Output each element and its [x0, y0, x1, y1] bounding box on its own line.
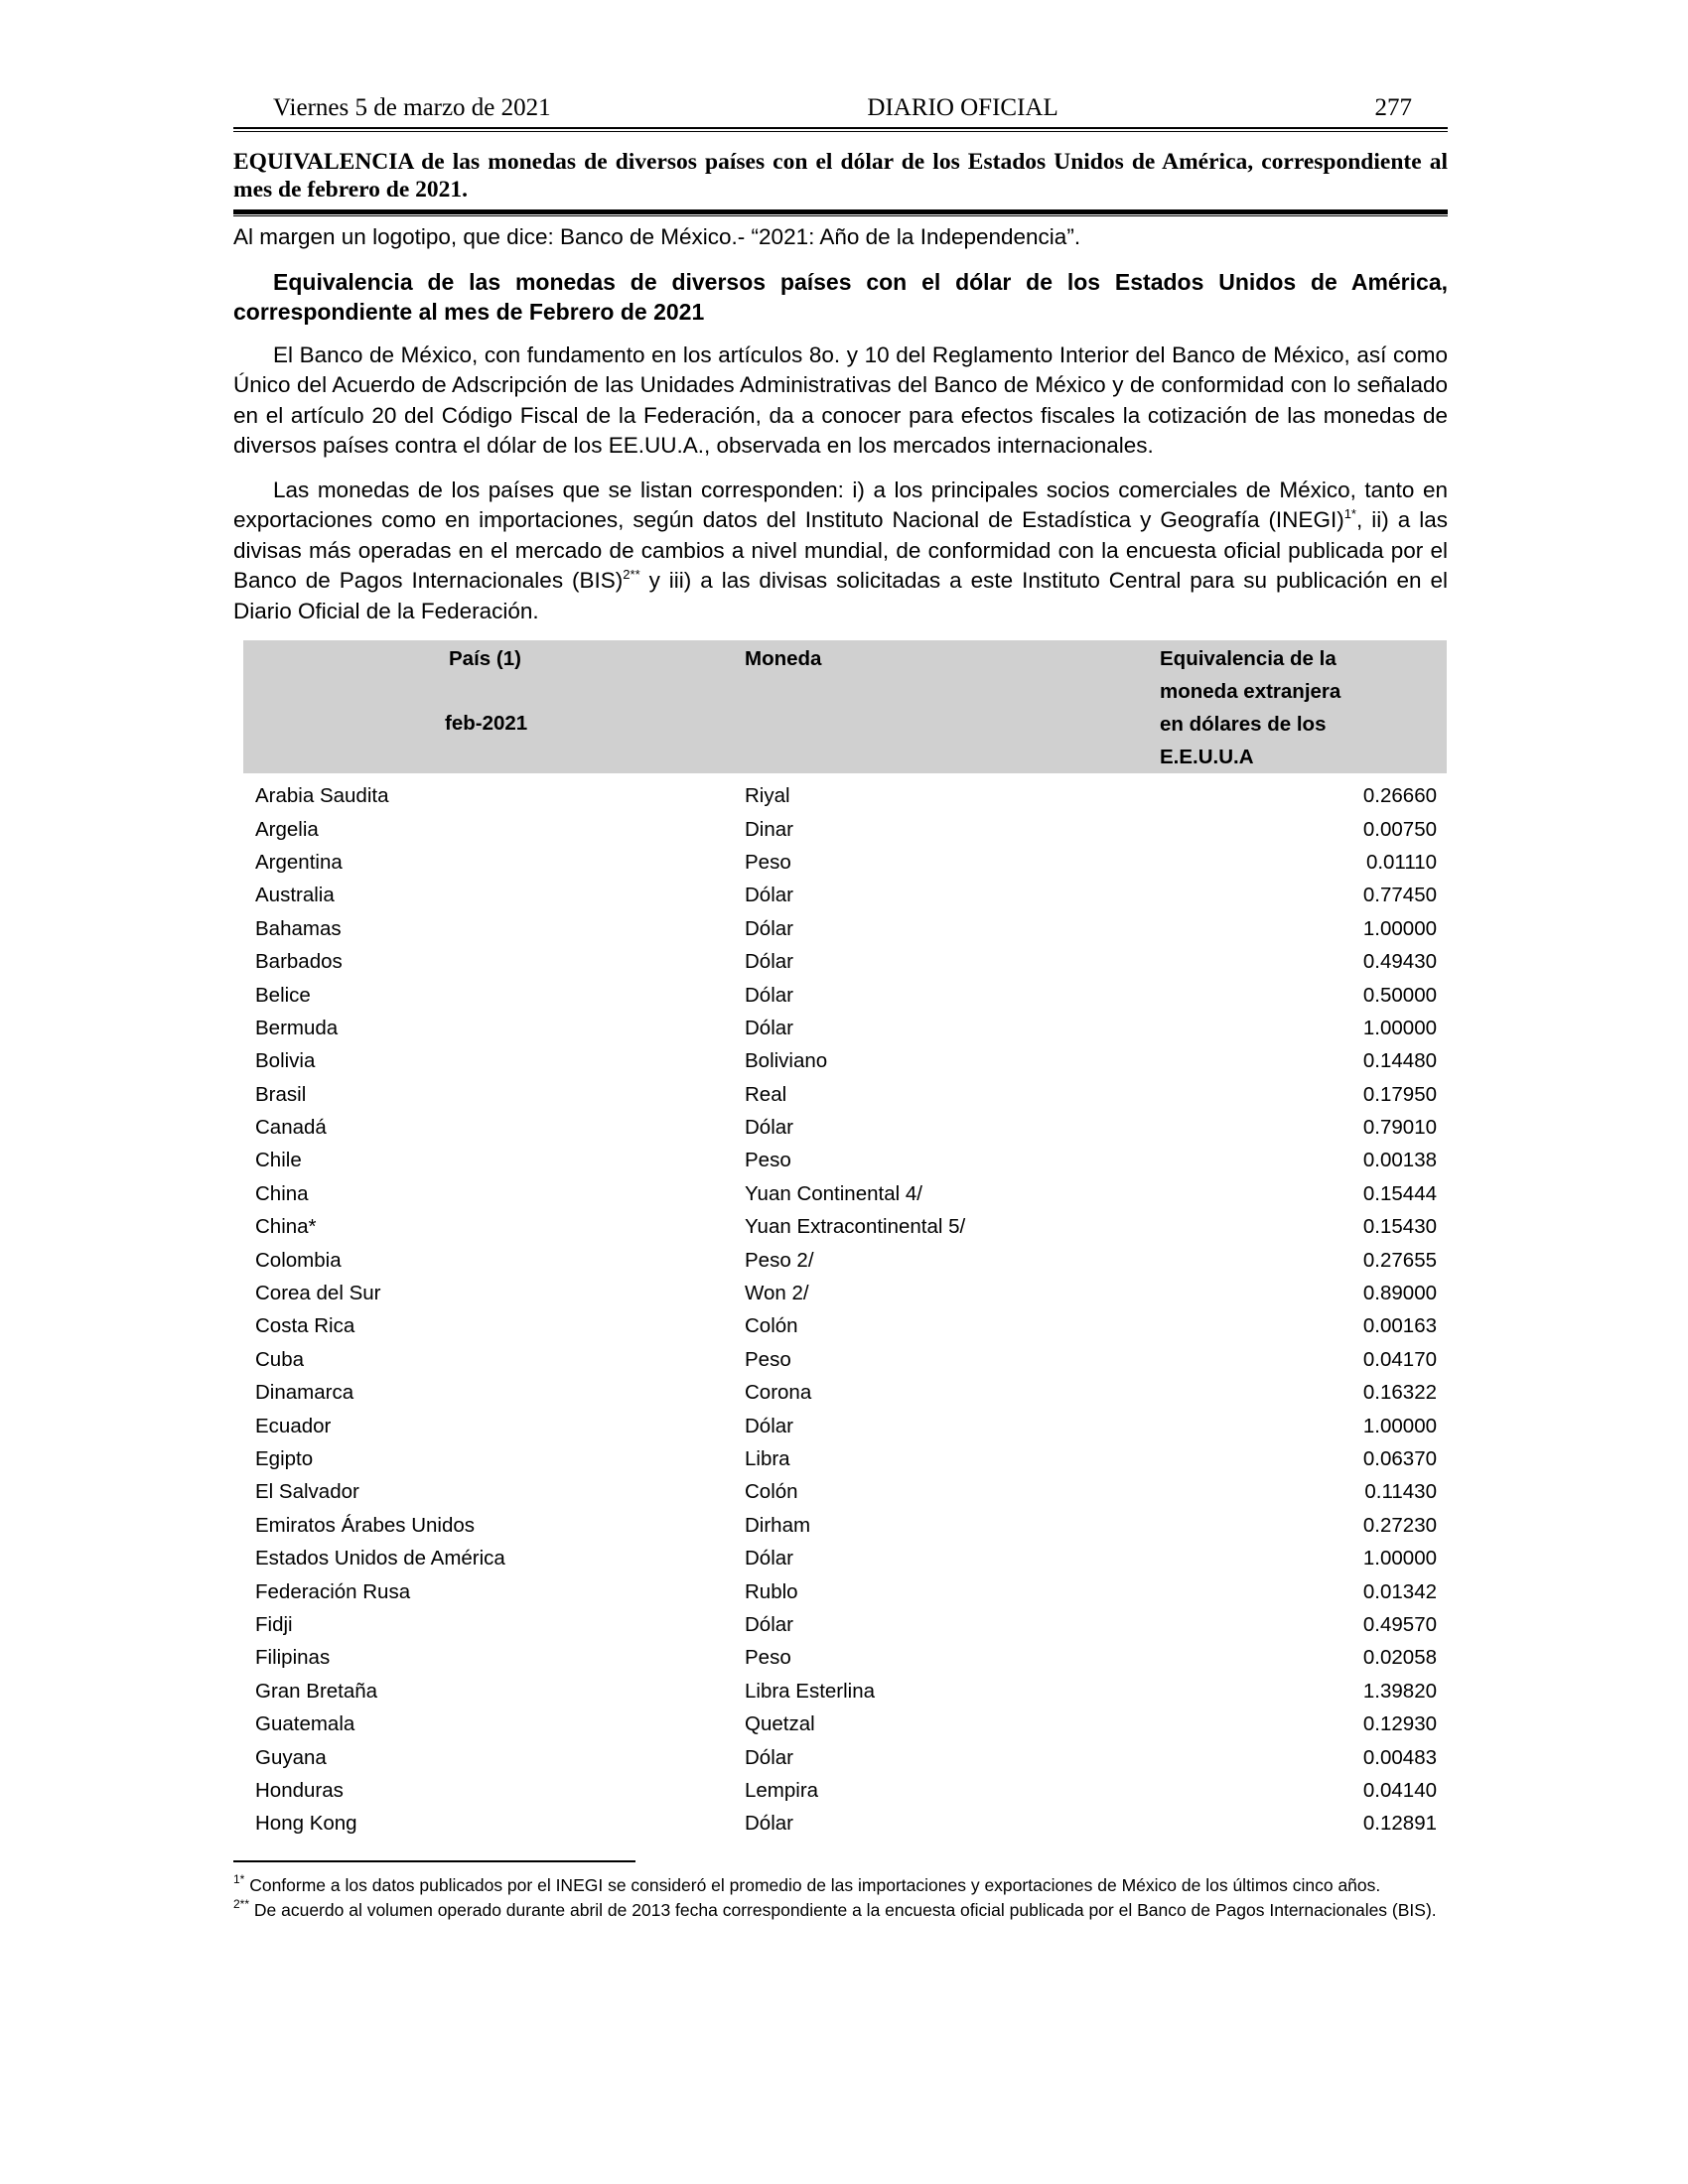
currency-cell: Dirham [745, 1513, 811, 1537]
country-cell: Cuba [255, 1347, 305, 1371]
currency-cell: Real [745, 1082, 787, 1106]
table-row [243, 1277, 1447, 1309]
country-cell: China* [255, 1215, 317, 1239]
header-equiv-line: Equivalencia de la [1160, 647, 1336, 670]
table-row [243, 1078, 1447, 1111]
country-cell: Gran Bretaña [255, 1679, 378, 1703]
equivalence-cell: 0.16322 [1362, 1381, 1437, 1405]
paragraph-part-1: Las monedas de los países que se listan corresponden: i) a los principales socios comerciales de México, tanto en exportaciones como en importaciones, según datos del Instituto Nacional de Estadística y Geografía (INEGI) [233, 477, 1448, 532]
equivalence-cell: 0.01110 [1365, 850, 1437, 874]
currency-cell: Dólar [745, 1812, 793, 1836]
equivalence-cell: 0.27230 [1362, 1513, 1437, 1537]
table-row [243, 1475, 1447, 1508]
equivalence-cell: 0.00750 [1362, 817, 1437, 841]
country-cell: Fidji [255, 1612, 293, 1636]
country-cell: Barbados [255, 950, 343, 974]
footnote-text-2: De acuerdo al volumen operado durante abril de 2013 fecha correspondiente a la encuesta oficial publicada por el Banco de Pagos Internacionales (BIS). [249, 1899, 1437, 1920]
equivalence-cell: 0.27655 [1362, 1248, 1437, 1272]
equivalence-cell: 0.17950 [1362, 1082, 1437, 1106]
country-cell: Egipto [255, 1447, 314, 1470]
country-cell: Federación Rusa [255, 1579, 411, 1603]
equivalence-cell: 0.15444 [1362, 1181, 1437, 1205]
currency-cell: Libra [745, 1447, 790, 1470]
table-row [243, 1807, 1447, 1840]
footnotes [233, 1871, 1448, 1922]
table-row [243, 1012, 1447, 1044]
country-cell: Dinamarca [255, 1381, 354, 1405]
country-cell: Belice [255, 983, 311, 1007]
currency-cell: Yuan Extracontinental 5/ [745, 1215, 966, 1239]
document-page [233, 91, 1448, 1924]
footnote-ref-1: 1* [1343, 506, 1356, 521]
country-cell: Chile [255, 1149, 302, 1172]
equivalence-cell: 0.15430 [1362, 1215, 1437, 1239]
table-row [243, 1641, 1447, 1674]
equivalence-cell: 0.01342 [1362, 1579, 1437, 1603]
country-cell: Guyana [255, 1745, 327, 1769]
country-cell: Brasil [255, 1082, 307, 1106]
equivalence-cell: 1.00000 [1362, 1547, 1437, 1570]
currency-cell: Yuan Continental 4/ [745, 1181, 922, 1205]
country-cell: Ecuador [255, 1414, 332, 1437]
table-row [243, 1111, 1447, 1144]
footnote-ref-2: 2** [623, 567, 640, 582]
footnote-marker-1: 1* [233, 1871, 245, 1886]
country-cell: Bermuda [255, 1016, 339, 1039]
currency-cell: Dinar [745, 817, 793, 841]
table-row [243, 773, 1447, 812]
table-row [243, 1509, 1447, 1542]
header-pais [243, 640, 730, 773]
footnote-1 [233, 1871, 1448, 1897]
currency-cell: Dólar [745, 1016, 793, 1039]
table-row [243, 846, 1447, 879]
equivalence-cell: 0.04140 [1362, 1778, 1437, 1802]
table-row [243, 978, 1447, 1011]
currency-table [243, 640, 1447, 1841]
table-row [243, 1376, 1447, 1409]
header-pais-label: País (1) [449, 647, 521, 670]
equivalence-cell: 1.39820 [1362, 1679, 1437, 1703]
currency-cell: Won 2/ [745, 1282, 809, 1305]
header-moneda-label: Moneda [745, 647, 822, 670]
country-cell: Colombia [255, 1248, 342, 1272]
country-cell: Filipinas [255, 1646, 331, 1670]
equivalence-cell: 0.12891 [1362, 1812, 1437, 1836]
country-cell: Hong Kong [255, 1812, 357, 1836]
country-cell: El Salvador [255, 1480, 359, 1504]
paragraph-legal-basis: El Banco de México, con fundamento en los artículos 8o. y 10 del Reglamento Interior del Banco de México, así como Único del Acuerdo de Adscripción de las Unidades Administrativas del Banco de México y de conformidad con lo señalado en el artículo 20 del Código Fiscal de la Federación, da a conocer para efectos fiscales la cotización de las monedas de diversos países contra el dólar de los EE.UU.A., observada en los mercados internacionales. [233, 341, 1448, 458]
table-row [243, 812, 1447, 845]
table-row [243, 1044, 1447, 1077]
country-cell: Canadá [255, 1116, 327, 1140]
currency-cell: Riyal [745, 784, 790, 808]
country-cell: Bahamas [255, 916, 342, 940]
table-body [243, 773, 1447, 1841]
paragraph-part-3: y iii) a las divisas solicitadas a este Instituto Central para su publicación en el Diario Oficial de la Federación. [233, 568, 1449, 623]
equivalence-cell: 0.14480 [1362, 1049, 1437, 1073]
equivalence-cell: 0.00483 [1362, 1745, 1437, 1769]
currency-cell: Quetzal [745, 1712, 815, 1736]
table-row [243, 1542, 1447, 1574]
table-row [243, 1409, 1447, 1441]
currency-cell: Peso [745, 850, 791, 874]
equivalence-cell: 1.00000 [1362, 916, 1437, 940]
equivalence-cell: 0.49570 [1362, 1612, 1437, 1636]
currency-cell: Libra Esterlina [745, 1679, 876, 1703]
header-equiv-line: E.E.U.U.A [1160, 746, 1254, 768]
header-rule [233, 127, 1448, 132]
equivalence-cell: 0.06370 [1362, 1447, 1437, 1470]
currency-cell: Dólar [745, 884, 793, 907]
currency-cell: Dólar [745, 950, 793, 974]
country-cell: Estados Unidos de América [255, 1547, 505, 1570]
currency-cell: Boliviano [745, 1049, 828, 1073]
equivalence-cell: 1.00000 [1362, 1016, 1437, 1039]
currency-cell: Dólar [745, 1547, 793, 1570]
country-cell: Honduras [255, 1778, 344, 1802]
currency-cell: Peso [745, 1149, 791, 1172]
currency-cell: Dólar [745, 1116, 793, 1140]
header-page-number: 277 [1374, 94, 1412, 121]
decree-title: EQUIVALENCIA de las monedas de diversos países con el dólar de los Estados Unidos de América, correspondiente al mes de febrero de 2021. [233, 149, 1448, 203]
equivalence-cell: 1.00000 [1362, 1414, 1437, 1437]
country-cell: Guatemala [255, 1712, 355, 1736]
table-row [243, 1309, 1447, 1342]
table-row [243, 1774, 1447, 1807]
currency-cell: Peso [745, 1347, 791, 1371]
country-cell: Bolivia [255, 1049, 316, 1073]
equivalence-cell: 0.00163 [1362, 1314, 1437, 1338]
currency-cell: Colón [745, 1480, 798, 1504]
currency-cell: Peso 2/ [745, 1248, 814, 1272]
table-row [243, 1707, 1447, 1740]
table-row [243, 879, 1447, 911]
header-equiv-line: en dólares de los [1160, 713, 1327, 736]
paragraph-currency-scope [233, 476, 1448, 627]
table-row [243, 1177, 1447, 1210]
table-header-row [243, 640, 1447, 773]
table-row [243, 1574, 1447, 1607]
table-row [243, 912, 1447, 945]
equivalence-cell: 0.50000 [1362, 983, 1437, 1007]
currency-cell: Rublo [745, 1579, 798, 1603]
table-row [243, 1740, 1447, 1773]
currency-cell: Dólar [745, 1414, 793, 1437]
currency-cell: Lempira [745, 1778, 819, 1802]
country-cell: Argentina [255, 850, 343, 874]
country-cell: Emiratos Árabes Unidos [255, 1513, 476, 1537]
equivalence-cell: 0.11430 [1364, 1480, 1437, 1504]
country-cell: Costa Rica [255, 1314, 355, 1338]
country-cell: Arabia Saudita [255, 784, 389, 808]
table-row [243, 945, 1447, 978]
table-row [243, 1144, 1447, 1176]
equivalence-cell: 0.79010 [1362, 1116, 1437, 1140]
header-equiv-line: moneda extranjera [1160, 680, 1341, 703]
header-moneda [730, 640, 1160, 773]
equivalence-cell: 0.02058 [1362, 1646, 1437, 1670]
footnote-rule [233, 1860, 635, 1862]
country-cell: Argelia [255, 817, 319, 841]
equivalence-cell: 0.04170 [1362, 1347, 1437, 1371]
header-equivalencia-label [1160, 640, 1447, 773]
table-row [243, 1608, 1447, 1641]
equivalence-cell: 0.89000 [1362, 1282, 1437, 1305]
currency-cell: Dólar [745, 1745, 793, 1769]
header-period: feb-2021 [445, 712, 528, 735]
document-heading: Equivalencia de las monedas de diversos países con el dólar de los Estados Unidos de América, correspondiente al mes de Febrero de 2021 [233, 268, 1448, 325]
currency-cell: Colón [745, 1314, 798, 1338]
header-publication: DIARIO OFICIAL [867, 94, 1058, 121]
country-cell: China [255, 1181, 309, 1205]
table-row [243, 1210, 1447, 1243]
paragraph-part-2: , ii) a las divisas más operadas en el mercado de cambios a nivel mundial, de conformidad con la encuesta oficial publicada por el Banco de Pagos Internacionales (BIS) [233, 507, 1448, 593]
table-row [243, 1343, 1447, 1376]
margin-note: Al margen un logotipo, que dice: Banco de México.- “2021: Año de la Independencia”. [233, 224, 1081, 249]
footnote-marker-2: 2** [233, 1896, 250, 1911]
currency-cell: Corona [745, 1381, 812, 1405]
country-cell: Australia [255, 884, 335, 907]
table-row [243, 1243, 1447, 1276]
table-row [243, 1442, 1447, 1475]
equivalence-cell: 0.26660 [1362, 784, 1437, 808]
currency-cell: Dólar [745, 1612, 793, 1636]
title-rule [233, 209, 1448, 216]
footnote-2 [233, 1896, 1448, 1922]
currency-cell: Dólar [745, 916, 793, 940]
header-date: Viernes 5 de marzo de 2021 [273, 94, 551, 121]
equivalence-cell: 0.00138 [1362, 1149, 1437, 1172]
equivalence-cell: 0.12930 [1362, 1712, 1437, 1736]
header-equivalencia [1160, 640, 1447, 773]
currency-cell: Dólar [745, 983, 793, 1007]
country-cell: Corea del Sur [255, 1282, 381, 1305]
footnote-text-1: Conforme a los datos publicados por el INEGI se consideró el promedio de las importaciones y exportaciones de México de los últimos cinco años. [244, 1874, 1381, 1895]
table-row [243, 1675, 1447, 1707]
equivalence-cell: 0.77450 [1362, 884, 1437, 907]
currency-cell: Peso [745, 1646, 791, 1670]
equivalence-cell: 0.49430 [1362, 950, 1437, 974]
running-header [233, 91, 1448, 123]
